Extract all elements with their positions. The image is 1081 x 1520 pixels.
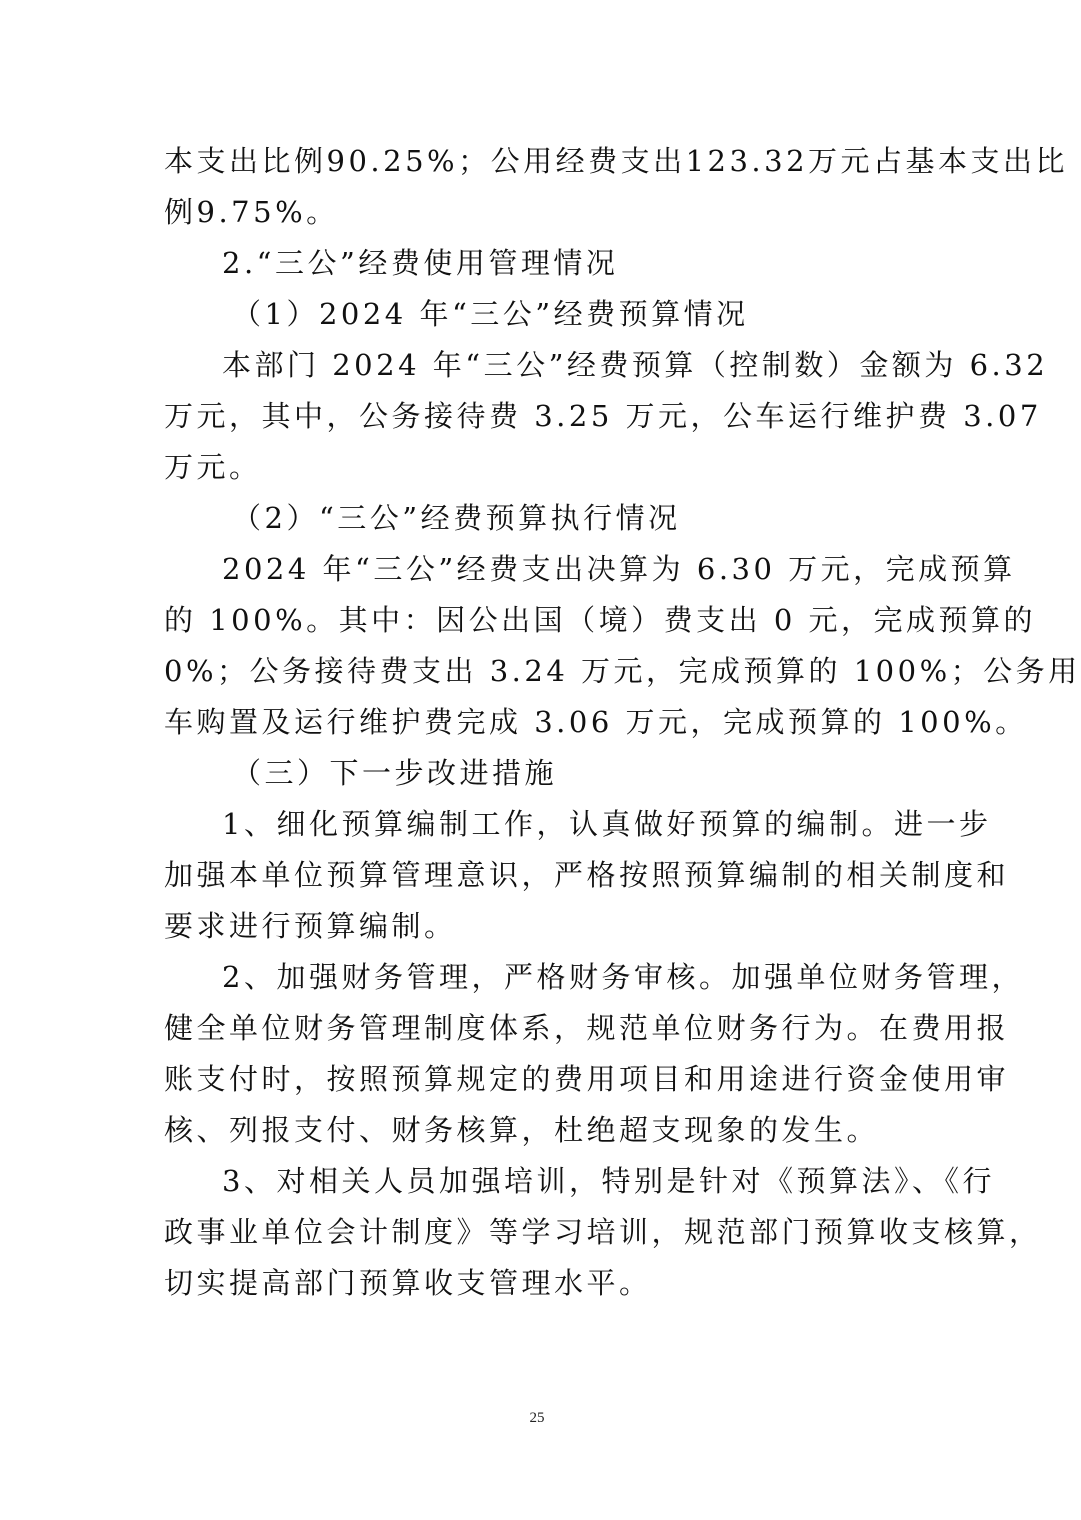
paragraph-line: 例9.75%。 (164, 195, 339, 229)
paragraph-line: 本部门 2024 年“三公”经费预算（控制数）金额为 6.32 (222, 348, 1049, 382)
paragraph-line: 健全单位财务管理制度体系，规范单位财务行为。在费用报 (164, 1011, 1010, 1045)
paragraph-line: 核、列报支付、财务核算，杜绝超支现象的发生。 (164, 1113, 880, 1147)
section-heading: （三）下一步改进措施 (232, 756, 558, 790)
paragraph-line: 万元，其中，公务接待费 3.25 万元，公车运行维护费 3.07 (164, 399, 1042, 433)
paragraph-line: 车购置及运行维护费完成 3.06 万元，完成预算的 100%。 (164, 705, 1028, 739)
subsection-heading: （1）2024 年“三公”经费预算情况 (232, 297, 749, 331)
paragraph-line: 2、加强财务管理，严格财务审核。加强单位财务管理， (222, 960, 1024, 994)
paragraph-line: 1、细化预算编制工作，认真做好预算的编制。进一步 (222, 807, 992, 841)
paragraph-line: 的 100%。其中：因公出国（境）费支出 0 元，完成预算的 (164, 603, 1037, 637)
subsection-heading: （2）“三公”经费预算执行情况 (232, 501, 681, 535)
paragraph-line: 0%；公务接待费支出 3.24 万元，完成预算的 100%；公务用 (164, 654, 1081, 688)
paragraph-line: 本支出比例90.25%；公用经费支出123.32万元占基本支出比 (164, 144, 1069, 178)
paragraph-line: 加强本单位预算管理意识，严格按照预算编制的相关制度和 (164, 858, 1010, 892)
paragraph-line: 账支付时，按照预算规定的费用项目和用途进行资金使用审 (164, 1062, 1010, 1096)
paragraph-line: 2024 年“三公”经费支出决算为 6.30 万元，完成预算 (222, 552, 1016, 586)
paragraph-line: 3、对相关人员加强培训，特别是针对《预算法》、《行 (222, 1164, 995, 1198)
section-heading: 2.“三公”经费使用管理情况 (222, 246, 619, 280)
paragraph-line: 政事业单位会计制度》等学习培训，规范部门预算收支核算， (164, 1215, 1042, 1249)
paragraph-line: 要求进行预算编制。 (164, 909, 457, 943)
page-number: 25 (529, 1410, 545, 1426)
paragraph-line: 切实提高部门预算收支管理水平。 (164, 1266, 652, 1300)
paragraph-line: 万元。 (164, 450, 262, 484)
